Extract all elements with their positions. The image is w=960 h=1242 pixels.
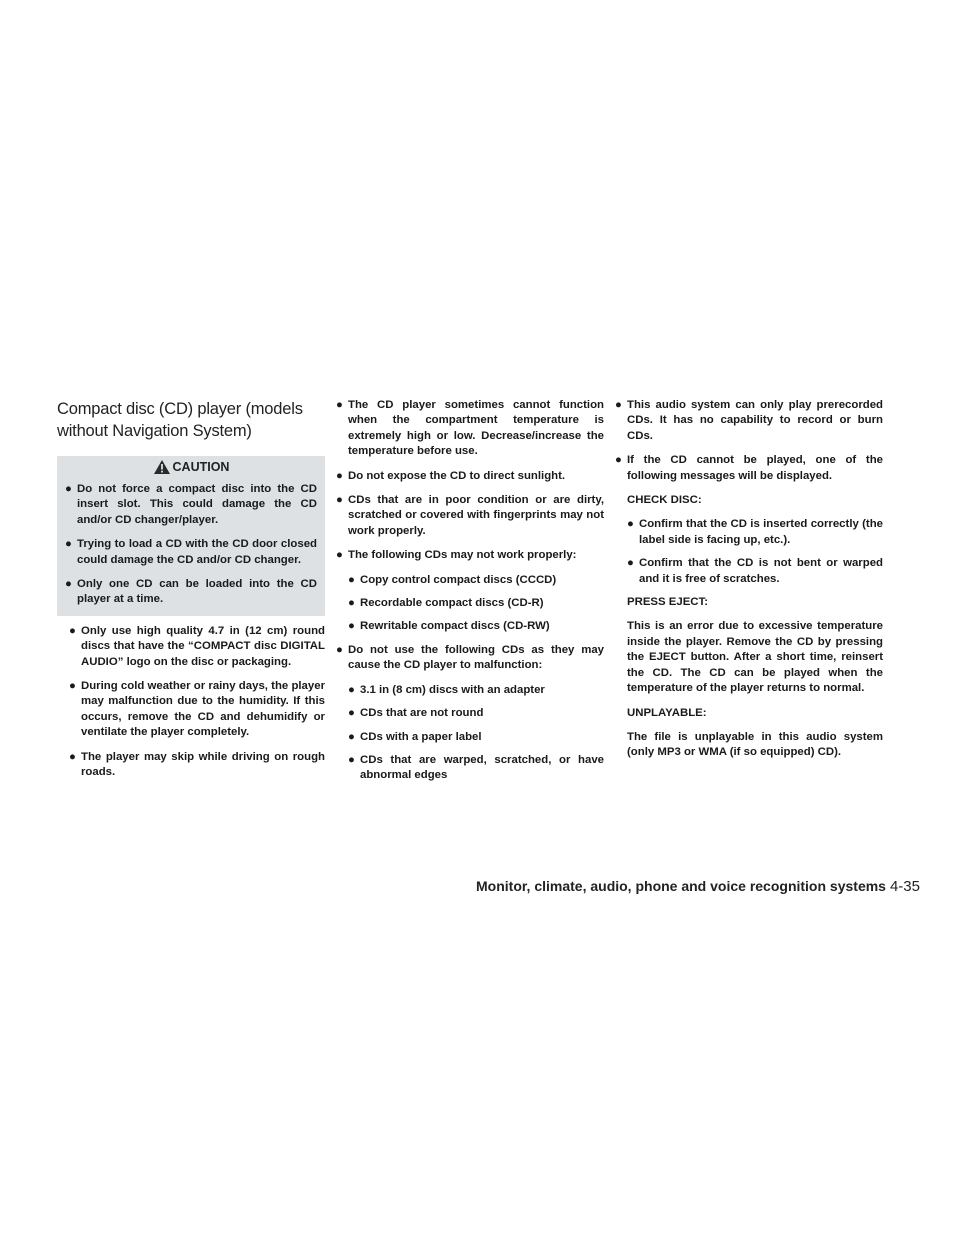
bullet: ●	[615, 399, 622, 411]
caution-item: ● Only one CD can be loaded into the CD player at a time.	[65, 577, 317, 608]
column-2	[336, 398, 604, 792]
bullet: ●	[348, 683, 355, 696]
bullet: ●	[348, 730, 355, 743]
bullet: ●	[69, 680, 76, 693]
bullet: ●	[336, 643, 343, 656]
bullet: ●	[65, 483, 72, 495]
caution-heading	[65, 456, 317, 478]
list-item: ● Do not use the following CDs as they may cause the CD player to malfunction:	[336, 643, 604, 674]
caution-item: ● Trying to load a CD with the CD door closed could damage the CD and/or CD changer.	[65, 537, 317, 568]
sub-list-item: ● Rewritable compact discs (CD-RW)	[348, 619, 604, 634]
bullet: ●	[69, 624, 76, 637]
page-number: 4-35	[889, 878, 920, 895]
list-item: ● The following CDs may not work properly:	[336, 548, 604, 563]
bullet: ●	[348, 753, 355, 766]
bullet: ●	[336, 494, 343, 507]
bullet: ●	[336, 549, 343, 562]
bullet: ●	[336, 399, 343, 411]
list-item: ● If the CD cannot be played, one of the following messages will be displayed.	[615, 453, 883, 484]
sub-list-item: ● CDs with a paper label	[348, 730, 604, 745]
bullet: ●	[69, 750, 76, 763]
message-description-press-eject: This is an error due to excessive temperature inside the player. Remove the CD by pressing the EJECT button. After a short time, reinsert the CD. The CD can be played when the temperature of the player returns to normal.	[627, 620, 883, 695]
sub-list	[615, 517, 883, 587]
sub-list-item: ● Confirm that the CD is not bent or warped and it is free of scratches.	[627, 556, 883, 587]
list-item: ● CDs that are in poor condition or are dirty, scratched or covered with fingerprints may not work properly.	[336, 493, 604, 539]
list-item: ● Do not expose the CD to direct sunlight.	[336, 469, 604, 484]
sub-list-item: ● Confirm that the CD is inserted correctly (the label side is facing up, etc.).	[627, 517, 883, 548]
message-label-check-disc: CHECK DISC:	[627, 494, 702, 507]
sub-list-item: ● Copy control compact discs (CCCD)	[348, 573, 604, 588]
bullet: ●	[627, 557, 634, 570]
message-label-unplayable: UNPLAYABLE:	[627, 706, 707, 719]
bullet: ●	[65, 538, 72, 551]
bullet: ●	[336, 469, 343, 482]
column-3	[615, 398, 883, 770]
sub-list-item: ● CDs that are not round	[348, 706, 604, 721]
list-item: ● This audio system can only play prerecorded CDs. It has no capability to record or burn CDs.	[615, 398, 883, 444]
list-item: ● During cold weather or rainy days, the player may malfunction due to the humidity. If this occurs, remove the CD and dehumidify or ventilate the player completely.	[69, 679, 325, 741]
sub-list-item: ● 3.1 in (8 cm) discs with an adapter	[348, 683, 604, 698]
warning-triangle-icon	[153, 459, 171, 475]
bullet: ●	[627, 518, 634, 531]
section-title: Compact disc (CD) player (models without Navigation System)	[57, 400, 303, 440]
list-item: ● The CD player sometimes cannot function when the compartment temperature is extremely high or low. Decrease/increase the temperature before use.	[336, 398, 604, 460]
list-item: ● The player may skip while driving on rough roads.	[69, 750, 325, 781]
sub-list-item: ● Recordable compact discs (CD-R)	[348, 596, 604, 611]
bullet: ●	[348, 597, 355, 610]
bullet: ●	[348, 707, 355, 720]
sub-list	[336, 683, 604, 784]
bullet: ●	[348, 573, 355, 586]
message-description-unplayable: The file is unplayable in this audio system (only MP3 or WMA (if so equipped) CD).	[627, 730, 883, 759]
column-1	[57, 398, 325, 790]
bullet: ●	[615, 454, 622, 467]
sub-list	[336, 573, 604, 635]
footer-chapter-title: Monitor, climate, audio, phone and voice recognition systems	[476, 878, 886, 894]
sub-list-item: ● CDs that are warped, scratched, or have abnormal edges	[348, 753, 604, 784]
page-footer	[476, 878, 920, 895]
list-item: ● Only use high quality 4.7 in (12 cm) round discs that have the “COMPACT disc DIGITAL AUDIO” logo on the disc or packaging.	[69, 624, 325, 670]
bullet: ●	[348, 620, 355, 633]
caution-label: CAUTION	[172, 460, 230, 474]
caution-box	[57, 456, 325, 616]
caution-item: ● Do not force a compact disc into the CD insert slot. This could damage the CD and/or CD changer/player.	[65, 482, 317, 528]
message-label-press-eject: PRESS EJECT:	[627, 596, 709, 609]
bullet: ●	[65, 578, 72, 591]
